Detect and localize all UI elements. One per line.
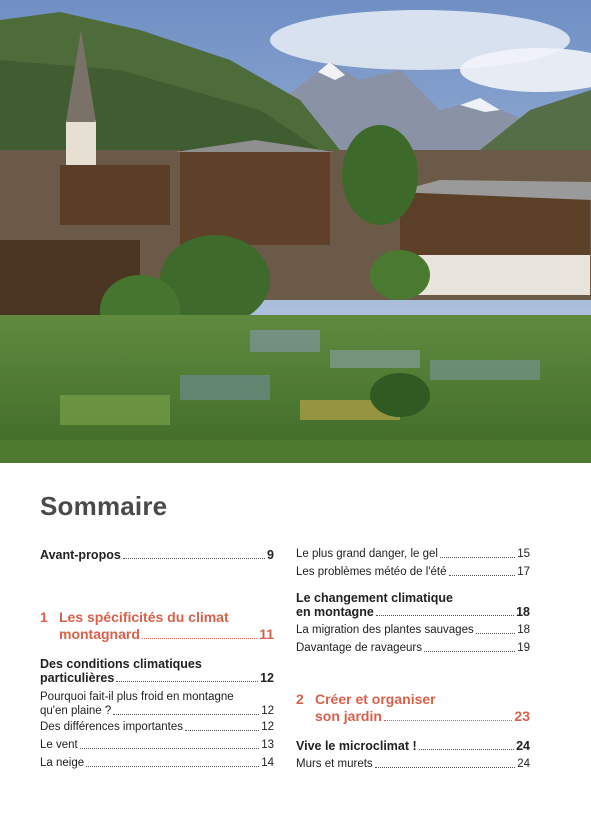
section-title-line2: en montagne [296,605,374,619]
leader-dots [113,714,259,715]
leader-dots [376,615,514,616]
toc-entry-page: 19 [517,642,530,654]
toc-entry-page: 17 [517,566,530,578]
toc-entry-page: 18 [517,624,530,636]
toc-section-changement[interactable] [296,591,530,619]
section-title-line1: Des conditions climatiques [40,657,202,671]
toc-entry-label: Davantage de ravageurs [296,642,422,654]
toc-entry-page: 24 [517,758,530,770]
leader-dots [384,720,513,721]
section-title: Vive le microclimat ! [296,739,417,753]
leader-dots [142,638,257,639]
chapter-page: 11 [259,626,274,642]
toc-entry-label: Murs et murets [296,758,373,770]
leader-dots [86,766,259,767]
toc-entry-murs[interactable] [296,757,530,771]
toc-entry-meteo-ete[interactable] [296,565,530,579]
chapter-title-line1: Créer et organiser [315,691,436,707]
toc-entry-neige[interactable] [40,756,274,770]
toc-entry-page: 15 [517,548,530,560]
toc-entry-vent[interactable] [40,738,274,752]
section-title-line1: Le changement climatique [296,591,453,605]
section-page: 24 [516,739,530,753]
toc-chapter-1[interactable] [40,609,274,643]
section-page: 18 [516,605,530,619]
leader-dots [80,748,259,749]
leader-dots [116,681,258,682]
leader-dots [424,651,515,652]
leader-dots [440,557,515,558]
leader-dots [476,633,515,634]
toc-entry-label: Des différences importantes [40,721,183,733]
toc-entry-label: Avant-propos [40,548,121,562]
toc-chapter-2[interactable] [296,691,530,725]
toc-entry-avant-propos[interactable] [40,548,274,562]
chapter-title-line2: son jardin [315,708,382,724]
leader-dots [185,730,259,731]
toc-entry-differences[interactable] [40,720,274,734]
toc-entry-page: 12 [261,705,274,717]
leader-dots [419,749,514,750]
toc-entry-ravageurs[interactable] [296,641,530,655]
leader-dots [123,558,265,559]
section-title-line2: particulières [40,671,115,685]
chapter-title-line2: montagnard [59,626,140,642]
leader-dots [449,575,516,576]
toc-entry-gel[interactable] [296,547,530,561]
toc-entry-label: La migration des plantes sauvages [296,624,474,636]
toc-section-microclimat[interactable] [296,739,530,753]
page-title: Sommaire [40,491,168,521]
toc-entry-label-line2: qu'en plaine ? [40,705,112,717]
toc-entry-label-line1: Pourquoi fait-il plus froid en montagne [40,691,234,703]
toc-section-conditions[interactable] [40,657,274,685]
chapter-title-line1: Les spécificités du climat [59,609,229,625]
leader-dots [375,767,516,768]
chapter-page: 23 [514,708,530,724]
chapter-number: 2 [296,691,304,707]
toc-entry-page: 12 [261,721,274,733]
toc-entry-page: 13 [261,739,274,751]
section-page: 12 [260,671,274,685]
toc-entry-label: Le vent [40,739,78,751]
toc-entry-migration[interactable] [296,623,530,637]
chapter-number: 1 [40,609,48,625]
toc-entry-page: 9 [267,548,274,562]
toc-entry-page: 14 [261,757,274,769]
toc-entry-label: Le plus grand danger, le gel [296,548,438,560]
toc-entry-label: La neige [40,757,85,769]
toc-entry-froid[interactable] [40,690,274,718]
toc-entry-label: Les problèmes météo de l'été [296,566,447,578]
